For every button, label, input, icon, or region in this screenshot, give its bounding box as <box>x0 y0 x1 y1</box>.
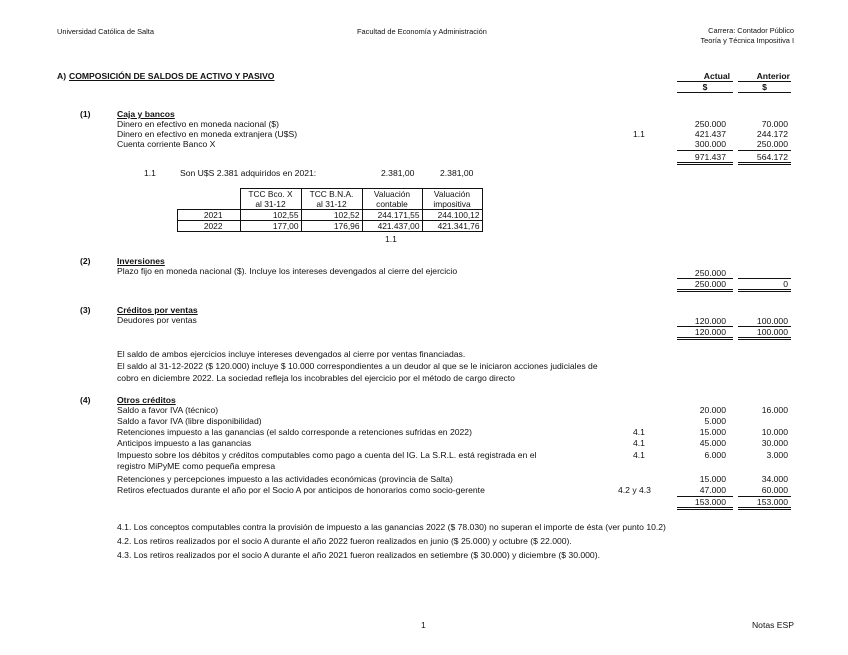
divider <box>677 291 733 292</box>
note1-row-label: Dinero en efectivo en moneda nacional ($) <box>117 119 279 129</box>
divider <box>738 339 791 340</box>
note3-label: Deudores por ventas <box>117 315 197 325</box>
divider <box>677 289 733 290</box>
header-subject: Teoría y Técnica Impositiva I <box>700 36 794 45</box>
note4-row-label: Retenciones y percepciones impuesto a las actividades económicas (provincia de Salta) <box>117 474 453 484</box>
note4-total-anterior: 153.000 <box>756 497 788 507</box>
note4-row-actual: 20.000 <box>699 405 726 415</box>
divider <box>677 150 733 151</box>
note1-row-label: Dinero en efectivo en moneda extranjera (U$S) <box>117 129 298 139</box>
table-cell: 176,96 <box>301 221 362 232</box>
note1-number: (1) <box>80 109 91 119</box>
table-cell: 102,52 <box>301 210 362 221</box>
note4-row-anterior: 3.000 <box>766 450 788 460</box>
note1-row-ref: 1.1 <box>633 129 645 139</box>
table-cell: 421.341,76 <box>422 221 482 232</box>
note4-row-actual: 47.000 <box>699 485 726 495</box>
note4-row-label: Impuesto sobre los débitos y créditos computables como pago a cuenta del IG. La S.R.L. está registrada en el <box>117 450 537 460</box>
divider <box>738 150 791 151</box>
header-line: al 31-12 <box>316 199 347 209</box>
table-cell: 102,55 <box>240 210 301 221</box>
note2-title: Inversiones <box>117 256 165 266</box>
header-line: Valuación <box>433 189 471 199</box>
note4-row-anterior: 34.000 <box>761 474 788 484</box>
note3-total-actual: 120.000 <box>694 327 726 337</box>
note3-anterior: 100.000 <box>756 316 788 326</box>
table-header-contable <box>362 189 422 210</box>
note1-row-label: Cuenta corriente Banco X <box>117 139 216 149</box>
note1-row-anterior: 250.000 <box>756 139 788 149</box>
note4-row-ref: 4.1 <box>633 438 645 448</box>
header-faculty: Facultad de Economía y Administración <box>357 27 487 36</box>
note3-paragraph: El saldo al 31-12-2022 ($ 120.000) incluye $ 10.000 correspondientes a un deudor al que se le iniciaron acciones judiciales de <box>117 361 598 371</box>
note4-row-actual: 5.000 <box>704 416 726 426</box>
divider <box>738 337 791 338</box>
note4-title: Otros créditos <box>117 395 176 405</box>
divider <box>677 509 733 510</box>
table-cell: 421.437,00 <box>362 221 422 232</box>
currency-anterior: $ <box>762 82 767 92</box>
note1-row-actual: 250.000 <box>694 119 726 129</box>
note1-sub-value2: 2.381,00 <box>440 168 474 178</box>
note1-sub-number: 1.1 <box>144 168 156 178</box>
table-cell: 244.100,12 <box>422 210 482 221</box>
header-line: Valuación <box>373 189 411 199</box>
note4-row-label: Retiros efectuados durante el año por el Socio A por anticipos de honorarios como socio-gerente <box>117 485 485 495</box>
note1-row-actual: 421.437 <box>694 129 726 139</box>
section-prefix: A) <box>57 71 67 81</box>
note3-total-anterior: 100.000 <box>756 327 788 337</box>
note4-row-actual: 15.000 <box>699 474 726 484</box>
note4-footnote: 4.2. Los retiros realizados por el socio A durante el año 2022 fueron realizados en junio ($ 25.000) y octubre ($ 22.000). <box>117 536 572 546</box>
table-footnote: 1.1 <box>385 234 397 244</box>
note4-footnote: 4.1. Los conceptos computables contra la provisión de impuesto a las ganancias 2022 ($ 78.030) no superan el importe de ésta (ver punto 10.2) <box>117 522 666 532</box>
note4-row-anterior: 10.000 <box>761 427 788 437</box>
table-row <box>178 210 483 221</box>
note4-row-ref: 4.2 y 4.3 <box>618 485 651 495</box>
note4-row-anterior: 30.000 <box>761 438 788 448</box>
header-line: contable <box>376 199 408 209</box>
note1-total-actual: 971.437 <box>694 152 726 162</box>
note2-total-actual: 250.000 <box>694 279 726 289</box>
divider <box>738 164 791 165</box>
table-cell-year: 2022 <box>178 221 241 232</box>
note3-title: Créditos por ventas <box>117 305 198 315</box>
note1-row-anterior: 70.000 <box>761 119 788 129</box>
note4-row-ref: 4.1 <box>633 450 645 460</box>
note1-title: Caja y bancos <box>117 109 175 119</box>
divider <box>677 92 733 93</box>
note4-number: (4) <box>80 395 91 405</box>
table-header-tcc-bna <box>301 189 362 210</box>
note4-row-label: Anticipos impuesto a las ganancias <box>117 438 252 448</box>
header-line: impositiva <box>433 199 471 209</box>
header-career: Carrera: Contador Público <box>708 26 794 35</box>
note3-paragraph: cobro en diciembre 2022. La sociedad refleja los incobrables del ejercicio por el método de cargo directo <box>117 373 515 383</box>
note4-row-anterior: 60.000 <box>761 485 788 495</box>
divider <box>738 291 791 292</box>
section-title: COMPOSICIÓN DE SALDOS DE ACTIVO Y PASIVO <box>69 71 275 81</box>
page-number: 1 <box>421 620 426 630</box>
divider <box>677 507 733 508</box>
note4-row-actual: 6.000 <box>704 450 726 460</box>
table-cell-year: 2021 <box>178 210 241 221</box>
note3-number: (3) <box>80 305 91 315</box>
note4-row-label: registro MiPyME como pequeña empresa <box>117 461 276 471</box>
divider <box>677 164 733 165</box>
note2-total-anterior: 0 <box>783 279 788 289</box>
divider <box>738 289 791 290</box>
note4-total-actual: 153.000 <box>694 497 726 507</box>
currency-actual: $ <box>702 82 708 92</box>
divider <box>738 162 791 163</box>
note1-sub-value1: 2.381,00 <box>381 168 415 178</box>
note4-row-label: Retenciones impuesto a las ganancias (el saldo corresponde a retenciones sufridas en 2022) <box>117 427 472 437</box>
column-header-actual: Actual <box>703 71 730 81</box>
note4-row-actual: 15.000 <box>699 427 726 437</box>
note4-row-label: Saldo a favor IVA (técnico) <box>117 405 219 415</box>
note1-total-anterior: 564.172 <box>756 152 788 162</box>
divider <box>738 507 791 508</box>
divider <box>677 339 733 340</box>
note4-row-actual: 45.000 <box>699 438 726 448</box>
divider <box>677 162 733 163</box>
note1-row-anterior: 244.172 <box>756 129 788 139</box>
note2-actual: 250.000 <box>694 268 726 278</box>
table-row <box>178 221 483 232</box>
table-cell-empty <box>178 189 241 210</box>
divider <box>738 509 791 510</box>
note4-row-ref: 4.1 <box>633 427 645 437</box>
divider <box>738 92 791 93</box>
column-header-anterior: Anterior <box>756 71 790 81</box>
footer-label: Notas ESP <box>751 620 794 630</box>
table-header-impositiva <box>422 189 482 210</box>
note4-row-label: Saldo a favor IVA (libre disponibilidad) <box>117 416 262 426</box>
table-header-row <box>178 189 483 210</box>
table-cell: 177,00 <box>240 221 301 232</box>
note2-label: Plazo fijo en moneda nacional ($). Incluye los intereses devengados al cierre del ejercicio <box>117 266 458 276</box>
exchange-rate-table <box>177 188 483 232</box>
note1-sub-text: Son U$S 2.381 adquiridos en 2021: <box>180 168 317 178</box>
header-line: TCC Bco. X <box>248 189 293 199</box>
divider <box>677 337 733 338</box>
table-cell: 244.171,55 <box>362 210 422 221</box>
note4-row-anterior: 16.000 <box>761 405 788 415</box>
header-line: al 31-12 <box>255 199 286 209</box>
note2-number: (2) <box>80 256 91 266</box>
table-header-tcc-x <box>240 189 301 210</box>
note4-footnote: 4.3. Los retiros realizados por el socio A durante el año 2021 fueron realizados en setiembre ($ 30.000) y diciembre ($ 30.000). <box>117 550 600 560</box>
header-university: Universidad Católica de Salta <box>57 27 154 36</box>
note1-row-actual: 300.000 <box>694 139 726 149</box>
note3-actual: 120.000 <box>694 316 726 326</box>
note3-paragraph: El saldo de ambos ejercicios incluye intereses devengados al cierre por ventas financiadas. <box>117 349 466 359</box>
header-line: TCC B.N.A. <box>309 189 354 199</box>
